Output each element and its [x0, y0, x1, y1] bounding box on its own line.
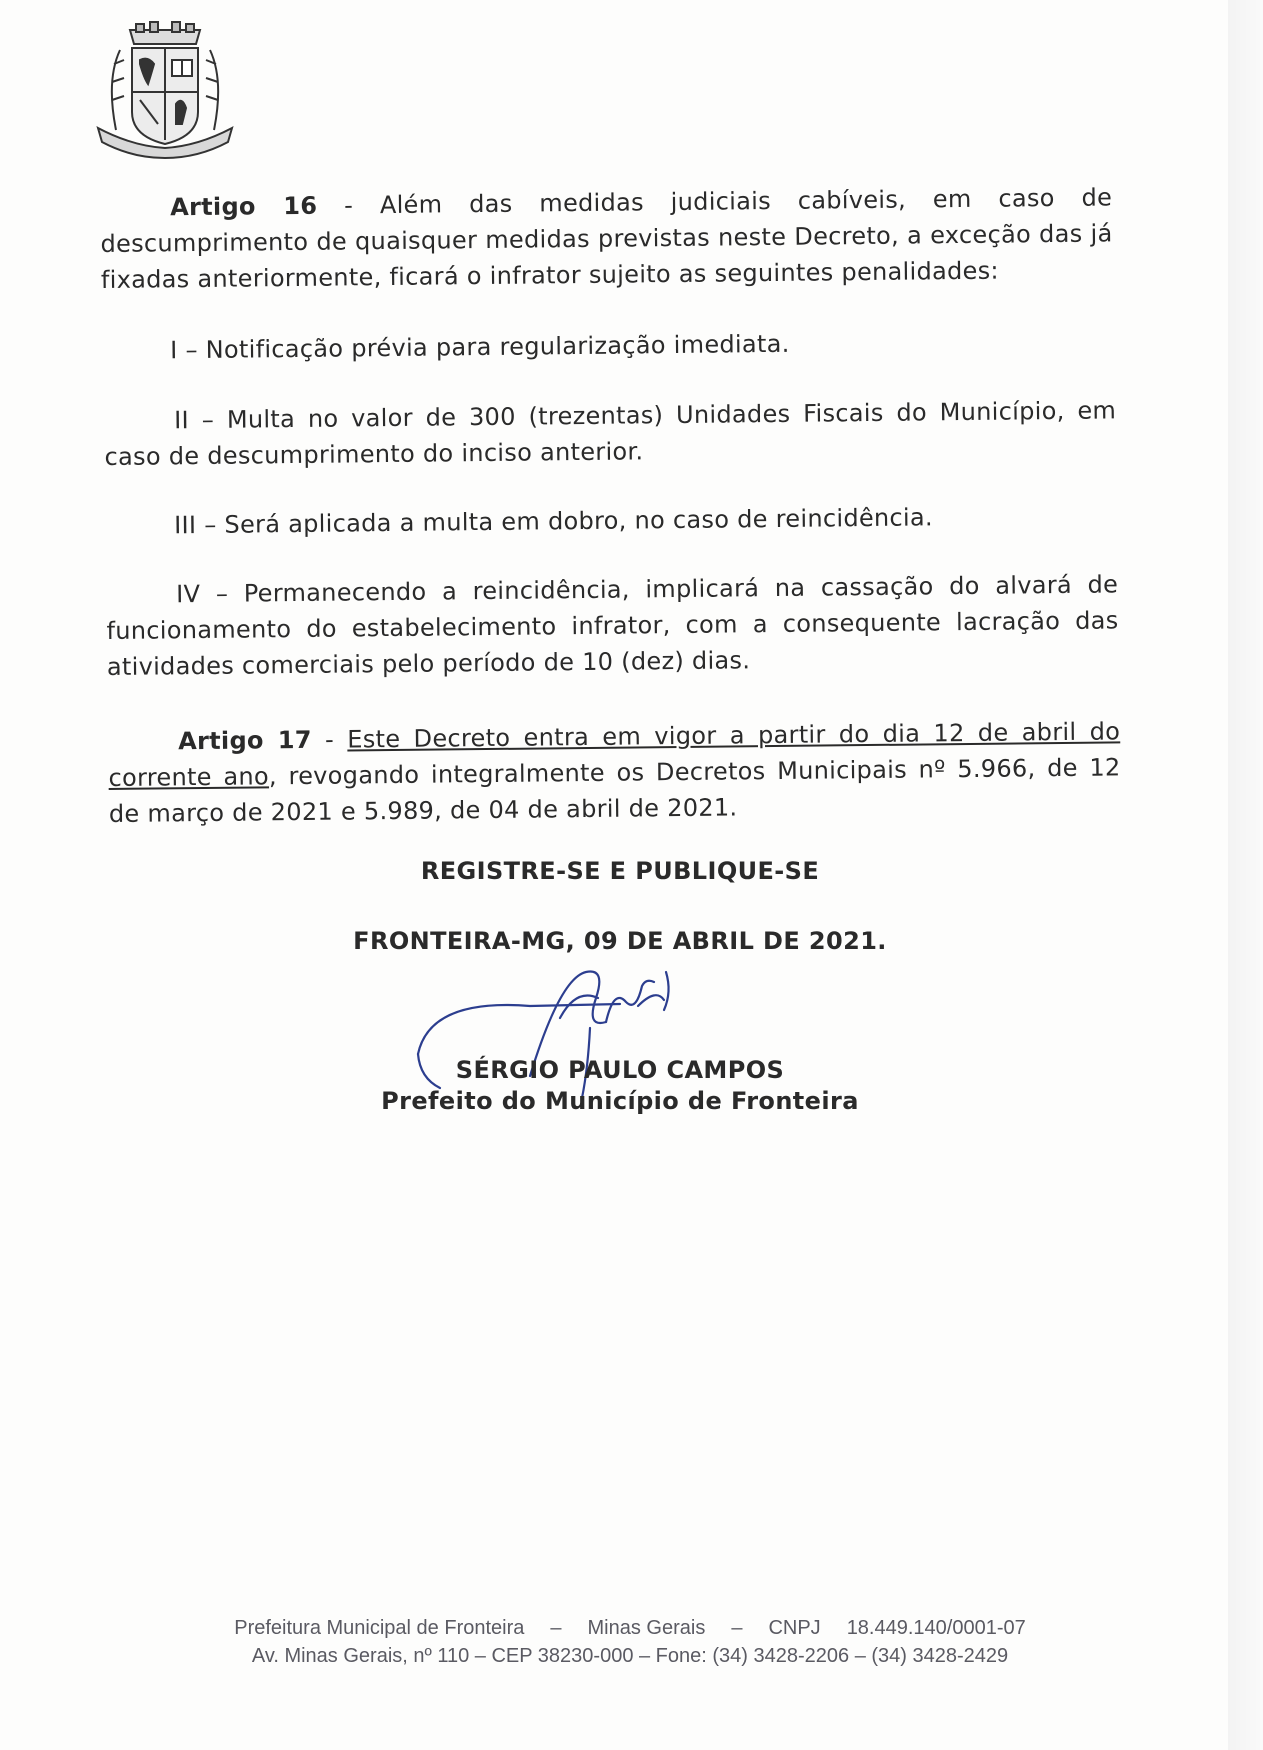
- footer-state: Minas Gerais: [587, 1617, 706, 1639]
- footer-line-1: [160, 1617, 1100, 1640]
- inciso-ii: II – Multa no valor de 300 (trezentas) Unidades Fiscais do Município, em caso de descumprimento do inciso anterior.: [104, 396, 1117, 471]
- artigo-17-dash: -: [311, 725, 348, 754]
- date-line: FRONTEIRA-MG, 09 DE ABRIL DE 2021.: [353, 927, 887, 955]
- artigo-17-label: Artigo 17: [178, 725, 312, 756]
- artigo-16-label: Artigo 16: [170, 191, 318, 222]
- scan-edge: [1228, 0, 1263, 1750]
- footer-address: Av. Minas Gerais, nº 110 – CEP 38230-000 – Fone: (34) 3428-2206 – (34) 3428-2429: [251, 1645, 1009, 1667]
- mayor-title: Prefeito do Município de Fronteira: [381, 1087, 859, 1115]
- artigo-16-text: - Além das medidas judiciais cabíveis, em caso de descumprimento de quaisquer medidas previstas neste Decreto, a exceção das já fixadas anteriormente, ficará o infrator sujeito as seguintes penalidades:: [100, 183, 1113, 294]
- footer-cnpj: 18.449.140/0001-07: [846, 1617, 1026, 1639]
- municipal-coat-of-arms-icon: [92, 20, 238, 160]
- footer-org: Prefeitura Municipal de Fronteira: [234, 1617, 525, 1639]
- footer-dash-2: –: [731, 1617, 743, 1639]
- inciso-iv: IV – Permanecendo a reincidência, implicará na cassação do alvará de funcionamento do estabelecimento infrator, com a consequente lacração das atividades comerciais pelo período de 10 (dez) dias.: [106, 570, 1119, 681]
- inciso-i: I – Notificação prévia para regularização imediata.: [170, 329, 790, 365]
- inciso-iii: III – Será aplicada a multa em dobro, no caso de reincidência.: [174, 503, 934, 540]
- footer-cnpj-label: CNPJ: [768, 1617, 821, 1639]
- registre-publique-line: REGISTRE-SE E PUBLIQUE-SE: [420, 857, 820, 885]
- artigo-17-paragraph: [108, 713, 1121, 832]
- mayor-name: SÉRGIO PAULO CAMPOS: [455, 1056, 785, 1084]
- artigo-16-paragraph: [100, 179, 1113, 298]
- footer-dash-1: –: [550, 1617, 562, 1639]
- artigo-17-underlined-text: Este Decreto entra em vigor a partir do dia 12 de abril do corrente ano: [108, 717, 1121, 792]
- artigo-17-text: , revogando integralmente os Decretos Municipais nº 5.966, de 12 de março de 2021 e 5.989, de 04 de abril de 2021.: [108, 753, 1121, 828]
